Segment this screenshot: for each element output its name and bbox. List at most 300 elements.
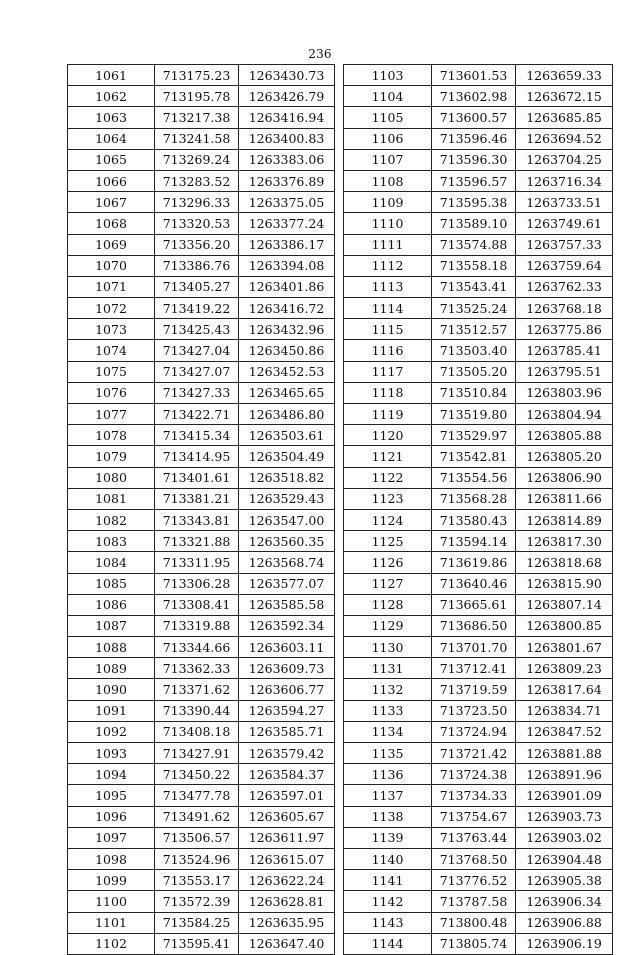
table-row xyxy=(344,509,613,530)
point-number-cell: 1099 xyxy=(68,870,155,891)
x-coordinate-cell: 713558.18 xyxy=(432,255,516,276)
point-number-cell: 1109 xyxy=(344,192,432,213)
point-number-cell: 1110 xyxy=(344,213,432,234)
y-coordinate-cell: 1263906.88 xyxy=(516,912,613,933)
point-number-cell: 1133 xyxy=(344,700,432,721)
x-coordinate-cell: 713686.50 xyxy=(432,615,516,636)
x-coordinate-cell: 713619.86 xyxy=(432,552,516,573)
table-row xyxy=(68,276,335,297)
table-row xyxy=(344,531,613,552)
y-coordinate-cell: 1263622.24 xyxy=(239,870,335,891)
y-coordinate-cell: 1263815.90 xyxy=(516,573,613,594)
point-number-cell: 1066 xyxy=(68,170,155,191)
y-coordinate-cell: 1263611.97 xyxy=(239,827,335,848)
point-number-cell: 1128 xyxy=(344,594,432,615)
y-coordinate-cell: 1263768.18 xyxy=(516,298,613,319)
y-coordinate-cell: 1263834.71 xyxy=(516,700,613,721)
y-coordinate-cell: 1263486.80 xyxy=(239,404,335,425)
x-coordinate-cell: 713734.33 xyxy=(432,785,516,806)
y-coordinate-cell: 1263465.65 xyxy=(239,382,335,403)
x-coordinate-cell: 713510.84 xyxy=(432,382,516,403)
y-coordinate-cell: 1263585.58 xyxy=(239,594,335,615)
table-row xyxy=(344,848,613,869)
point-number-cell: 1108 xyxy=(344,170,432,191)
x-coordinate-cell: 713721.42 xyxy=(432,743,516,764)
x-coordinate-cell: 713422.71 xyxy=(155,404,239,425)
table-row xyxy=(68,255,335,276)
table-row xyxy=(68,594,335,615)
y-coordinate-cell: 1263606.77 xyxy=(239,679,335,700)
y-coordinate-cell: 1263605.67 xyxy=(239,806,335,827)
y-coordinate-cell: 1263716.34 xyxy=(516,170,613,191)
x-coordinate-cell: 713525.24 xyxy=(432,298,516,319)
x-coordinate-cell: 713776.52 xyxy=(432,870,516,891)
point-number-cell: 1091 xyxy=(68,700,155,721)
point-number-cell: 1083 xyxy=(68,531,155,552)
point-number-cell: 1088 xyxy=(68,637,155,658)
point-number-cell: 1142 xyxy=(344,891,432,912)
table-row xyxy=(68,552,335,573)
point-number-cell: 1119 xyxy=(344,404,432,425)
y-coordinate-cell: 1263818.68 xyxy=(516,552,613,573)
y-coordinate-cell: 1263394.08 xyxy=(239,255,335,276)
point-number-cell: 1075 xyxy=(68,361,155,382)
y-coordinate-cell: 1263375.05 xyxy=(239,192,335,213)
x-coordinate-cell: 713506.57 xyxy=(155,827,239,848)
point-number-cell: 1084 xyxy=(68,552,155,573)
y-coordinate-cell: 1263594.27 xyxy=(239,700,335,721)
table-row xyxy=(68,425,335,446)
point-number-cell: 1113 xyxy=(344,276,432,297)
y-coordinate-cell: 1263814.89 xyxy=(516,509,613,530)
point-number-cell: 1125 xyxy=(344,531,432,552)
table-row xyxy=(68,531,335,552)
x-coordinate-cell: 713415.34 xyxy=(155,425,239,446)
x-coordinate-cell: 713519.80 xyxy=(432,404,516,425)
table-row xyxy=(344,192,613,213)
table-row xyxy=(68,488,335,509)
table-row xyxy=(344,234,613,255)
y-coordinate-cell: 1263891.96 xyxy=(516,764,613,785)
y-coordinate-cell: 1263905.38 xyxy=(516,870,613,891)
x-coordinate-cell: 713362.33 xyxy=(155,658,239,679)
table-row xyxy=(68,298,335,319)
x-coordinate-cell: 713320.53 xyxy=(155,213,239,234)
x-coordinate-cell: 713724.94 xyxy=(432,721,516,742)
y-coordinate-cell: 1263811.66 xyxy=(516,488,613,509)
y-coordinate-cell: 1263609.73 xyxy=(239,658,335,679)
table-row xyxy=(68,446,335,467)
y-coordinate-cell: 1263659.33 xyxy=(516,65,613,86)
point-number-cell: 1121 xyxy=(344,446,432,467)
y-coordinate-cell: 1263597.01 xyxy=(239,785,335,806)
point-number-cell: 1101 xyxy=(68,912,155,933)
table-row xyxy=(68,467,335,488)
coordinates-table-left-body xyxy=(68,65,335,955)
y-coordinate-cell: 1263416.72 xyxy=(239,298,335,319)
table-row xyxy=(344,594,613,615)
page-number: 236 xyxy=(308,47,332,61)
point-number-cell: 1071 xyxy=(68,276,155,297)
point-number-cell: 1102 xyxy=(68,933,155,954)
y-coordinate-cell: 1263804.94 xyxy=(516,404,613,425)
y-coordinate-cell: 1263801.67 xyxy=(516,637,613,658)
table-row xyxy=(344,615,613,636)
x-coordinate-cell: 713427.33 xyxy=(155,382,239,403)
x-coordinate-cell: 713805.74 xyxy=(432,933,516,954)
y-coordinate-cell: 1263757.33 xyxy=(516,234,613,255)
point-number-cell: 1080 xyxy=(68,467,155,488)
point-number-cell: 1131 xyxy=(344,658,432,679)
y-coordinate-cell: 1263800.85 xyxy=(516,615,613,636)
x-coordinate-cell: 713723.50 xyxy=(432,700,516,721)
point-number-cell: 1103 xyxy=(344,65,432,86)
x-coordinate-cell: 713595.41 xyxy=(155,933,239,954)
x-coordinate-cell: 713356.20 xyxy=(155,234,239,255)
point-number-cell: 1129 xyxy=(344,615,432,636)
table-row xyxy=(344,891,613,912)
y-coordinate-cell: 1263603.11 xyxy=(239,637,335,658)
point-number-cell: 1085 xyxy=(68,573,155,594)
y-coordinate-cell: 1263452.53 xyxy=(239,361,335,382)
x-coordinate-cell: 713602.98 xyxy=(432,86,516,107)
x-coordinate-cell: 713306.28 xyxy=(155,573,239,594)
x-coordinate-cell: 713580.43 xyxy=(432,509,516,530)
y-coordinate-cell: 1263400.83 xyxy=(239,128,335,149)
table-row xyxy=(68,721,335,742)
point-number-cell: 1107 xyxy=(344,149,432,170)
point-number-cell: 1096 xyxy=(68,806,155,827)
x-coordinate-cell: 713584.25 xyxy=(155,912,239,933)
point-number-cell: 1067 xyxy=(68,192,155,213)
x-coordinate-cell: 713553.17 xyxy=(155,870,239,891)
point-number-cell: 1141 xyxy=(344,870,432,891)
x-coordinate-cell: 713427.04 xyxy=(155,340,239,361)
point-number-cell: 1143 xyxy=(344,912,432,933)
point-number-cell: 1086 xyxy=(68,594,155,615)
table-row xyxy=(344,912,613,933)
point-number-cell: 1122 xyxy=(344,467,432,488)
table-row xyxy=(344,298,613,319)
x-coordinate-cell: 713754.67 xyxy=(432,806,516,827)
x-coordinate-cell: 713600.57 xyxy=(432,107,516,128)
point-number-cell: 1117 xyxy=(344,361,432,382)
table-row xyxy=(344,467,613,488)
point-number-cell: 1140 xyxy=(344,848,432,869)
x-coordinate-cell: 713296.33 xyxy=(155,192,239,213)
table-row xyxy=(344,637,613,658)
x-coordinate-cell: 713427.91 xyxy=(155,743,239,764)
y-coordinate-cell: 1263762.33 xyxy=(516,276,613,297)
y-coordinate-cell: 1263775.86 xyxy=(516,319,613,340)
table-row xyxy=(344,276,613,297)
y-coordinate-cell: 1263450.86 xyxy=(239,340,335,361)
table-row xyxy=(68,573,335,594)
table-row xyxy=(68,933,335,954)
point-number-cell: 1061 xyxy=(68,65,155,86)
table-row xyxy=(344,933,613,954)
table-row xyxy=(344,170,613,191)
x-coordinate-cell: 713450.22 xyxy=(155,764,239,785)
point-number-cell: 1074 xyxy=(68,340,155,361)
point-number-cell: 1123 xyxy=(344,488,432,509)
table-row xyxy=(344,552,613,573)
table-row xyxy=(68,361,335,382)
x-coordinate-cell: 713800.48 xyxy=(432,912,516,933)
y-coordinate-cell: 1263504.49 xyxy=(239,446,335,467)
point-number-cell: 1114 xyxy=(344,298,432,319)
y-coordinate-cell: 1263805.20 xyxy=(516,446,613,467)
y-coordinate-cell: 1263805.88 xyxy=(516,425,613,446)
x-coordinate-cell: 713321.88 xyxy=(155,531,239,552)
x-coordinate-cell: 713554.56 xyxy=(432,467,516,488)
x-coordinate-cell: 713311.95 xyxy=(155,552,239,573)
table-row xyxy=(344,446,613,467)
y-coordinate-cell: 1263635.95 xyxy=(239,912,335,933)
x-coordinate-cell: 713503.40 xyxy=(432,340,516,361)
x-coordinate-cell: 713524.96 xyxy=(155,848,239,869)
point-number-cell: 1118 xyxy=(344,382,432,403)
y-coordinate-cell: 1263401.86 xyxy=(239,276,335,297)
y-coordinate-cell: 1263584.37 xyxy=(239,764,335,785)
point-number-cell: 1065 xyxy=(68,149,155,170)
table-row xyxy=(344,679,613,700)
point-number-cell: 1070 xyxy=(68,255,155,276)
coordinates-table-left xyxy=(67,64,335,955)
y-coordinate-cell: 1263881.88 xyxy=(516,743,613,764)
point-number-cell: 1138 xyxy=(344,806,432,827)
x-coordinate-cell: 713574.88 xyxy=(432,234,516,255)
x-coordinate-cell: 713512.57 xyxy=(432,319,516,340)
point-number-cell: 1081 xyxy=(68,488,155,509)
x-coordinate-cell: 713595.38 xyxy=(432,192,516,213)
point-number-cell: 1115 xyxy=(344,319,432,340)
table-row xyxy=(344,488,613,509)
table-row xyxy=(344,149,613,170)
x-coordinate-cell: 713405.27 xyxy=(155,276,239,297)
table-row xyxy=(68,340,335,361)
x-coordinate-cell: 713195.78 xyxy=(155,86,239,107)
point-number-cell: 1072 xyxy=(68,298,155,319)
table-row xyxy=(344,128,613,149)
table-row xyxy=(68,658,335,679)
x-coordinate-cell: 713724.38 xyxy=(432,764,516,785)
table-row xyxy=(344,404,613,425)
x-coordinate-cell: 713572.39 xyxy=(155,891,239,912)
coordinates-table-right-body xyxy=(344,65,613,955)
y-coordinate-cell: 1263733.51 xyxy=(516,192,613,213)
table-row xyxy=(68,679,335,700)
x-coordinate-cell: 713427.07 xyxy=(155,361,239,382)
x-coordinate-cell: 713217.38 xyxy=(155,107,239,128)
table-row xyxy=(344,764,613,785)
table-row xyxy=(68,743,335,764)
table-row xyxy=(344,806,613,827)
x-coordinate-cell: 713543.41 xyxy=(432,276,516,297)
table-row xyxy=(344,573,613,594)
y-coordinate-cell: 1263529.43 xyxy=(239,488,335,509)
table-row xyxy=(68,891,335,912)
x-coordinate-cell: 713390.44 xyxy=(155,700,239,721)
x-coordinate-cell: 713596.30 xyxy=(432,149,516,170)
point-number-cell: 1087 xyxy=(68,615,155,636)
x-coordinate-cell: 713594.14 xyxy=(432,531,516,552)
table-row xyxy=(68,128,335,149)
y-coordinate-cell: 1263807.14 xyxy=(516,594,613,615)
y-coordinate-cell: 1263430.73 xyxy=(239,65,335,86)
table-row xyxy=(344,870,613,891)
y-coordinate-cell: 1263503.61 xyxy=(239,425,335,446)
table-row xyxy=(344,65,613,86)
x-coordinate-cell: 713505.20 xyxy=(432,361,516,382)
x-coordinate-cell: 713701.70 xyxy=(432,637,516,658)
table-row xyxy=(68,234,335,255)
point-number-cell: 1077 xyxy=(68,404,155,425)
x-coordinate-cell: 713371.62 xyxy=(155,679,239,700)
y-coordinate-cell: 1263377.24 xyxy=(239,213,335,234)
point-number-cell: 1105 xyxy=(344,107,432,128)
point-number-cell: 1095 xyxy=(68,785,155,806)
table-row xyxy=(344,658,613,679)
point-number-cell: 1111 xyxy=(344,234,432,255)
y-coordinate-cell: 1263383.06 xyxy=(239,149,335,170)
table-row xyxy=(68,615,335,636)
table-row xyxy=(344,785,613,806)
y-coordinate-cell: 1263560.35 xyxy=(239,531,335,552)
y-coordinate-cell: 1263904.48 xyxy=(516,848,613,869)
x-coordinate-cell: 713665.61 xyxy=(432,594,516,615)
x-coordinate-cell: 713601.53 xyxy=(432,65,516,86)
y-coordinate-cell: 1263759.64 xyxy=(516,255,613,276)
table-row xyxy=(68,764,335,785)
y-coordinate-cell: 1263518.82 xyxy=(239,467,335,488)
table-row xyxy=(344,382,613,403)
x-coordinate-cell: 713589.10 xyxy=(432,213,516,234)
y-coordinate-cell: 1263817.64 xyxy=(516,679,613,700)
table-row xyxy=(68,65,335,86)
y-coordinate-cell: 1263903.02 xyxy=(516,827,613,848)
point-number-cell: 1089 xyxy=(68,658,155,679)
table-row xyxy=(68,827,335,848)
table-row xyxy=(68,149,335,170)
point-number-cell: 1100 xyxy=(68,891,155,912)
point-number-cell: 1068 xyxy=(68,213,155,234)
x-coordinate-cell: 713308.41 xyxy=(155,594,239,615)
point-number-cell: 1093 xyxy=(68,743,155,764)
table-row xyxy=(68,213,335,234)
point-number-cell: 1062 xyxy=(68,86,155,107)
x-coordinate-cell: 713529.97 xyxy=(432,425,516,446)
x-coordinate-cell: 713787.58 xyxy=(432,891,516,912)
y-coordinate-cell: 1263749.61 xyxy=(516,213,613,234)
y-coordinate-cell: 1263568.74 xyxy=(239,552,335,573)
y-coordinate-cell: 1263432.96 xyxy=(239,319,335,340)
table-row xyxy=(68,870,335,891)
point-number-cell: 1137 xyxy=(344,785,432,806)
x-coordinate-cell: 713477.78 xyxy=(155,785,239,806)
x-coordinate-cell: 713491.62 xyxy=(155,806,239,827)
x-coordinate-cell: 713408.18 xyxy=(155,721,239,742)
y-coordinate-cell: 1263416.94 xyxy=(239,107,335,128)
x-coordinate-cell: 713596.46 xyxy=(432,128,516,149)
x-coordinate-cell: 713768.50 xyxy=(432,848,516,869)
table-row xyxy=(68,509,335,530)
table-row xyxy=(68,192,335,213)
x-coordinate-cell: 713542.81 xyxy=(432,446,516,467)
y-coordinate-cell: 1263903.73 xyxy=(516,806,613,827)
y-coordinate-cell: 1263685.85 xyxy=(516,107,613,128)
x-coordinate-cell: 713283.52 xyxy=(155,170,239,191)
point-number-cell: 1136 xyxy=(344,764,432,785)
x-coordinate-cell: 713425.43 xyxy=(155,319,239,340)
point-number-cell: 1139 xyxy=(344,827,432,848)
point-number-cell: 1104 xyxy=(344,86,432,107)
table-row xyxy=(344,361,613,382)
point-number-cell: 1116 xyxy=(344,340,432,361)
y-coordinate-cell: 1263694.52 xyxy=(516,128,613,149)
table-row xyxy=(344,827,613,848)
point-number-cell: 1135 xyxy=(344,743,432,764)
x-coordinate-cell: 713381.21 xyxy=(155,488,239,509)
y-coordinate-cell: 1263847.52 xyxy=(516,721,613,742)
y-coordinate-cell: 1263615.07 xyxy=(239,848,335,869)
y-coordinate-cell: 1263672.15 xyxy=(516,86,613,107)
table-row xyxy=(344,425,613,446)
point-number-cell: 1076 xyxy=(68,382,155,403)
y-coordinate-cell: 1263817.30 xyxy=(516,531,613,552)
point-number-cell: 1082 xyxy=(68,509,155,530)
point-number-cell: 1120 xyxy=(344,425,432,446)
x-coordinate-cell: 713414.95 xyxy=(155,446,239,467)
point-number-cell: 1078 xyxy=(68,425,155,446)
x-coordinate-cell: 713568.28 xyxy=(432,488,516,509)
y-coordinate-cell: 1263906.19 xyxy=(516,933,613,954)
x-coordinate-cell: 713241.58 xyxy=(155,128,239,149)
point-number-cell: 1063 xyxy=(68,107,155,128)
point-number-cell: 1064 xyxy=(68,128,155,149)
point-number-cell: 1098 xyxy=(68,848,155,869)
table-row xyxy=(68,637,335,658)
x-coordinate-cell: 713712.41 xyxy=(432,658,516,679)
point-number-cell: 1134 xyxy=(344,721,432,742)
table-row xyxy=(68,848,335,869)
point-number-cell: 1144 xyxy=(344,933,432,954)
table-row xyxy=(344,319,613,340)
x-coordinate-cell: 713763.44 xyxy=(432,827,516,848)
point-number-cell: 1106 xyxy=(344,128,432,149)
table-row xyxy=(68,912,335,933)
point-number-cell: 1124 xyxy=(344,509,432,530)
coordinates-table-right xyxy=(343,64,613,955)
y-coordinate-cell: 1263803.96 xyxy=(516,382,613,403)
table-row xyxy=(344,86,613,107)
y-coordinate-cell: 1263592.34 xyxy=(239,615,335,636)
x-coordinate-cell: 713344.66 xyxy=(155,637,239,658)
table-row xyxy=(344,721,613,742)
y-coordinate-cell: 1263426.79 xyxy=(239,86,335,107)
y-coordinate-cell: 1263809.23 xyxy=(516,658,613,679)
table-row xyxy=(68,107,335,128)
y-coordinate-cell: 1263579.42 xyxy=(239,743,335,764)
y-coordinate-cell: 1263647.40 xyxy=(239,933,335,954)
y-coordinate-cell: 1263628.81 xyxy=(239,891,335,912)
x-coordinate-cell: 713719.59 xyxy=(432,679,516,700)
point-number-cell: 1092 xyxy=(68,721,155,742)
x-coordinate-cell: 713343.81 xyxy=(155,509,239,530)
table-row xyxy=(68,319,335,340)
y-coordinate-cell: 1263547.00 xyxy=(239,509,335,530)
table-row xyxy=(68,170,335,191)
